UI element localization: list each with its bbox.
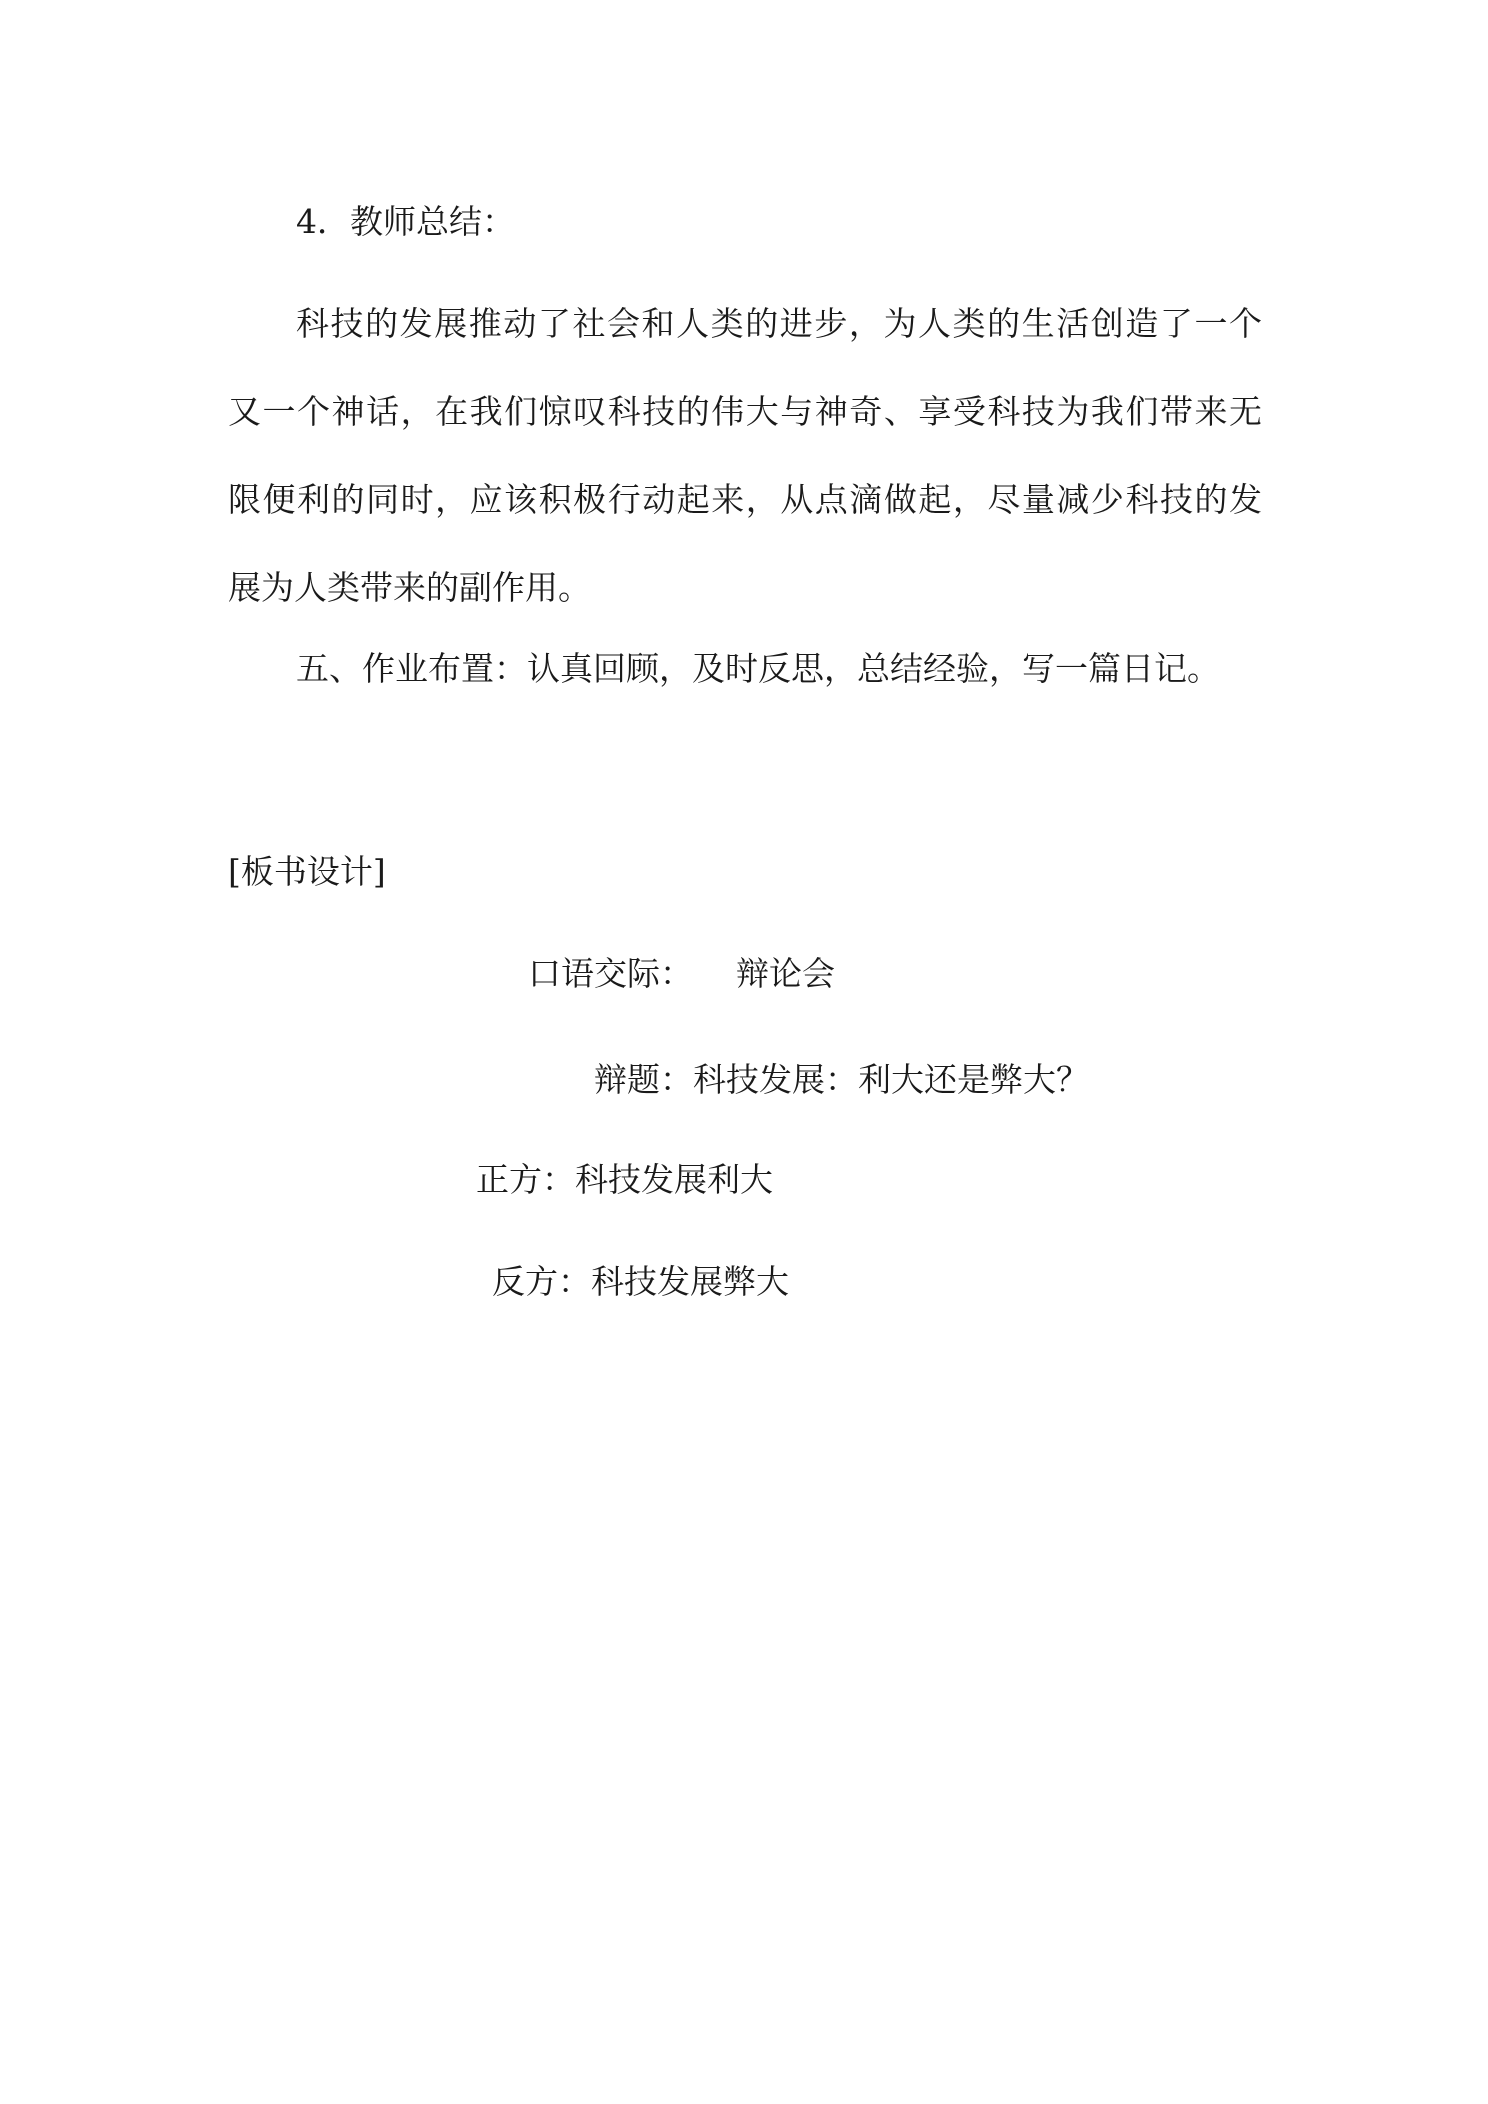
debate-topic: 辩题：科技发展：利大还是弊大？ — [594, 1060, 1089, 1099]
homework-assignment: 五、作业布置：认真回顾，及时反思，总结经验，写一篇日记。 — [296, 649, 1220, 688]
summary-line: 又一个神话，在我们惊叹科技的伟大与神奇、享受科技为我们带来无 — [228, 392, 1262, 431]
summary-line: 科技的发展推动了社会和人类的进步，为人类的生活创造了一个 — [296, 304, 1262, 343]
summary-line: 展为人类带来的副作用。 — [228, 568, 591, 607]
summary-line: 限便利的同时，应该积极行动起来，从点滴做起，尽量减少科技的发 — [228, 480, 1262, 519]
board-title-label: 口语交际： — [528, 954, 693, 993]
summary-paragraph — [228, 304, 1262, 656]
con-side: 反方：科技发展弊大 — [492, 1262, 789, 1301]
board-title-debate: 辩论会 — [736, 954, 835, 993]
pro-side: 正方：科技发展利大 — [476, 1160, 773, 1199]
teacher-summary-heading: 4．教师总结： — [296, 202, 515, 241]
board-design-heading: [板书设计] — [228, 852, 386, 891]
